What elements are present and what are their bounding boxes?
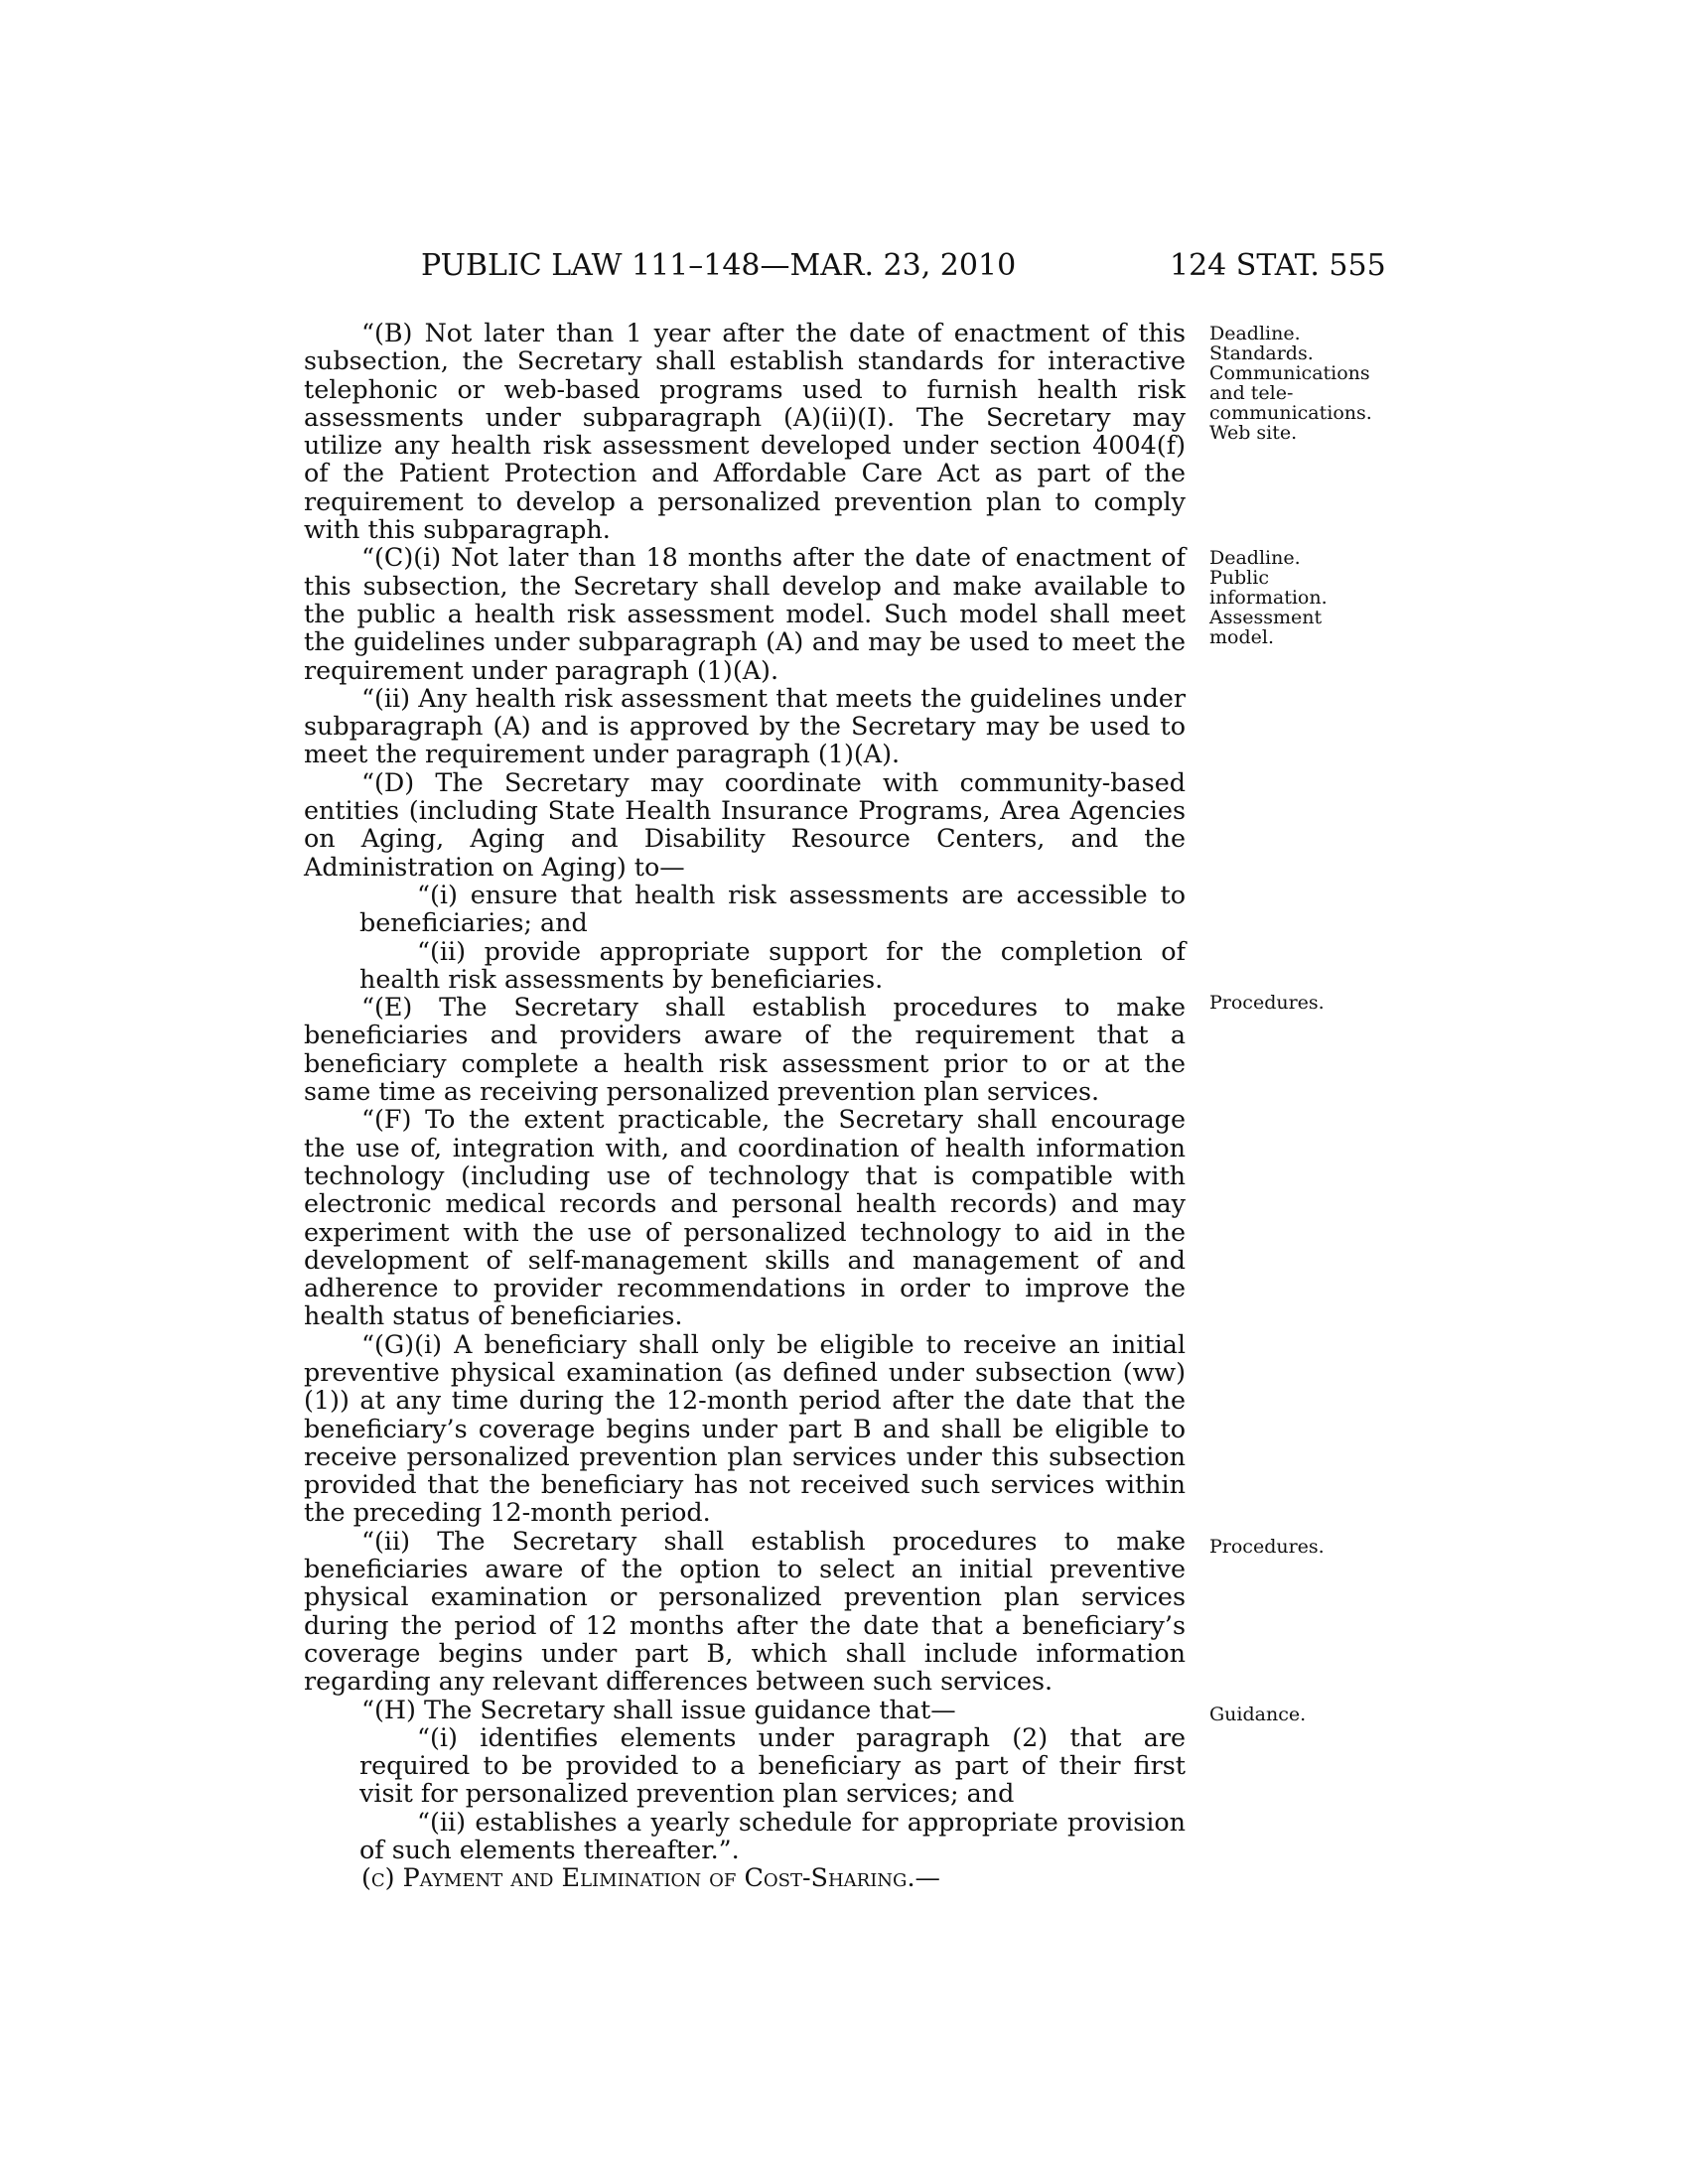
margin-note-line: Standards. <box>1209 342 1314 364</box>
margin-note-deadline-public-information <box>1209 548 1388 647</box>
margin-note-line: Deadline. <box>1209 547 1301 569</box>
body-text <box>304 319 1186 1892</box>
paragraph-e: “(E) The Secretary shall establish procedures to make beneficiaries and providers aware of the requirement that a beneficiary complete a health risk assessment prior to or at the same time as receiving personalized prevention plan services. <box>304 992 1186 1107</box>
margin-note-procedures-g <box>1209 1537 1388 1557</box>
running-head-title: PUBLIC LAW 111–148—MAR. 23, 2010 <box>421 248 1017 283</box>
paragraph-h-ii: “(ii) establishes a yearly schedule for appropriate provision of such elements thereafter.”. <box>359 1806 1186 1865</box>
margin-note-line: Public <box>1209 567 1269 589</box>
margin-note-line: Web site. <box>1209 422 1298 444</box>
margin-note-line: Procedures. <box>1209 1536 1325 1558</box>
margin-note-line: and tele- <box>1209 382 1294 404</box>
paragraph-g-ii: “(ii) The Secretary shall establish procedures to make beneficiaries aware of the option to select an initial preventive physical examination or personalized prevention plan services during the period of 12 months after the date that a beneficiary’s coverage begins under part B, which shall include information regarding any relevant differences between such services. <box>304 1525 1186 1697</box>
section-heading-c: (c) Payment and Elimination of Cost-Sharing.— <box>361 1862 940 1893</box>
margin-note-line: Guidance. <box>1209 1704 1307 1725</box>
margin-note-line: model. <box>1209 626 1274 648</box>
margin-note-line: information. <box>1209 587 1328 609</box>
paragraph-d-ii: “(ii) provide appropriate support for the completion of health risk assessments by beneficiaries. <box>359 935 1186 994</box>
paragraph-d-i: “(i) ensure that health risk assessments are accessible to beneficiaries; and <box>359 879 1186 938</box>
paragraph-f: “(F) To the extent practicable, the Secretary shall encourage the use of, integration with, and coordination of health information technology (including use of technology that is compatible with electronic medical records and personal health records) and may experiment with the use of personalized technology to aid in the development of self-management skills and management of and adherence to provider recommendations in order to improve the health status of beneficiaries. <box>304 1104 1186 1331</box>
paragraph-d: “(D) The Secretary may coordinate with community-based entities (including State Health Insurance Programs, Area Agencies on Aging, Aging and Disability Resource Centers, and the Administration on Aging) to— <box>304 766 1186 882</box>
paragraph-c-i: “(C)(i) Not later than 18 months after the date of enactment of this subsection, the Secretary shall develop and make available to the public a health risk assessment model. Such model shall meet the guidelines under subparagraph (A) and may be used to meet the requirement under paragraph (1)(A). <box>304 542 1186 685</box>
margin-note-guidance <box>1209 1705 1388 1724</box>
margin-note-line: Assessment <box>1209 607 1323 628</box>
paragraph-h-i: “(i) identifies elements under paragraph (2) that are required to be provided to a beneficiary as part of their first visit for personalized prevention plan services; and <box>359 1721 1186 1809</box>
margin-note-line: communications. <box>1209 402 1372 424</box>
margin-note-line: Deadline. <box>1209 323 1301 344</box>
margin-note-deadline-standards <box>1209 324 1388 443</box>
margin-note-line: Communications <box>1209 362 1370 384</box>
margin-note-procedures-e <box>1209 993 1388 1013</box>
running-head-stat-page: 124 STAT. 555 <box>1170 248 1386 283</box>
paragraph-h: “(H) The Secretary shall issue guidance that— <box>361 1694 956 1724</box>
paragraph-g-i: “(G)(i) A beneficiary shall only be eligible to receive an initial preventive physical examination (as defined under subsection (ww)(1)) at any time during the 12-month period after the date that the beneficiary’s coverage begins under part B and shall be eligible to receive personalized prevention plan services under this subsection provided that the beneficiary has not received such services within the preceding 12-month period. <box>304 1328 1186 1528</box>
paragraph-c-ii: “(ii) Any health risk assessment that meets the guidelines under subparagraph (A) and is approved by the Secretary may be used to meet the requirement under paragraph (1)(A). <box>304 682 1186 769</box>
margin-note-line: Procedures. <box>1209 992 1325 1014</box>
paragraph-b: “(B) Not later than 1 year after the date of enactment of this subsection, the Secretary shall establish standards for interactive telephonic or web-based programs used to furnish health risk assessments under subparagraph (A)(ii)(I). The Secretary may utilize any health risk assessment developed under section 4004(f) of the Patient Protection and Affordable Care Act as part of the requirement to develop a personalized prevention plan to comply with this subparagraph. <box>304 318 1186 545</box>
